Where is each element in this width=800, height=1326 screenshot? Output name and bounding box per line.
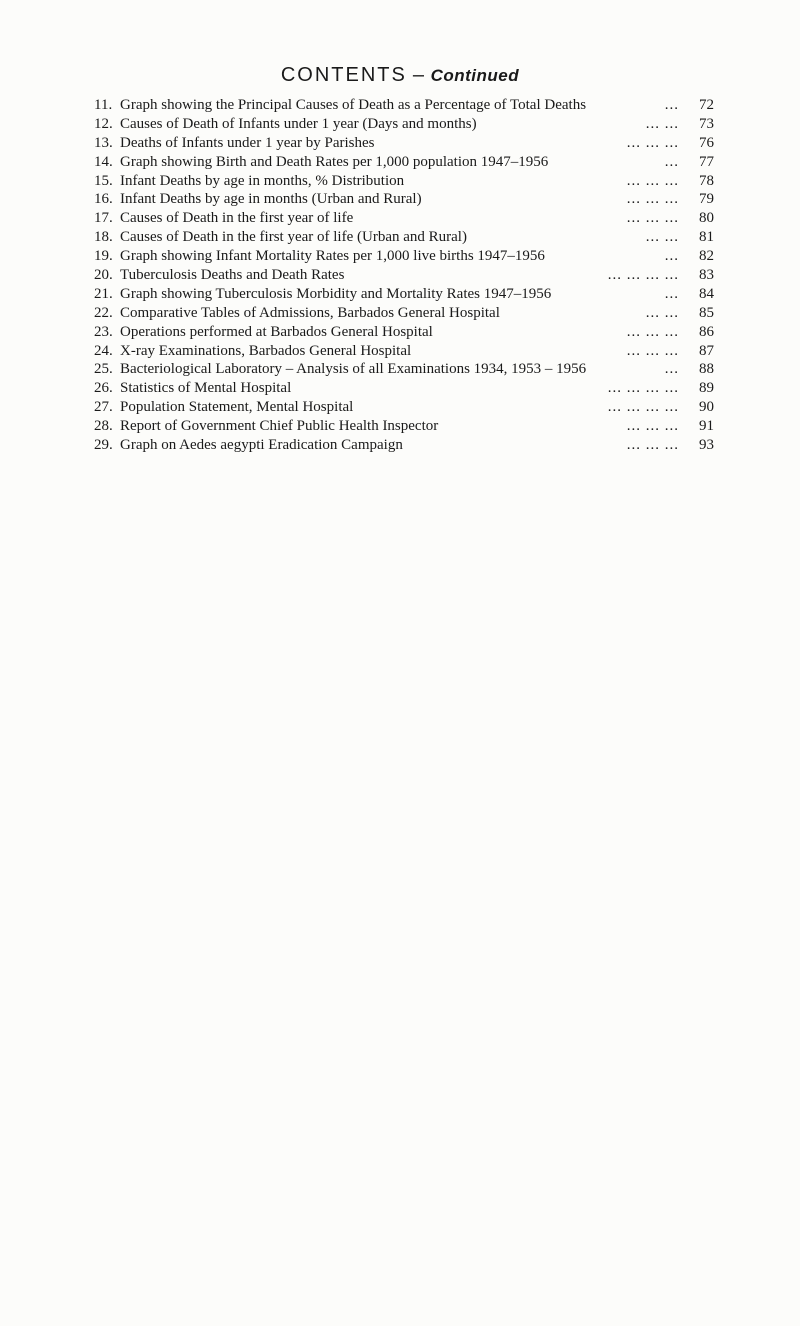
- toc-entry-page: 77: [699, 153, 714, 170]
- toc-entry-title: Bacteriological Laboratory – Analysis of all Examinations 1934, 1953 – 1956: [120, 360, 592, 379]
- toc-entry-number: 28.: [94, 418, 113, 435]
- table-of-contents: [94, 96, 714, 455]
- toc-entry-number: 20.: [94, 267, 113, 284]
- toc-entry-number: 17.: [94, 210, 113, 227]
- toc-entry-number: 18.: [94, 229, 113, 246]
- toc-entry-number: 14.: [94, 153, 113, 170]
- toc-entry: [94, 436, 714, 455]
- toc-entry-title: Tuberculosis Deaths and Death Rates: [120, 266, 350, 285]
- toc-entry: [94, 190, 714, 209]
- toc-entry-leader: ...: [664, 153, 679, 170]
- toc-entry-number: 13.: [94, 134, 113, 151]
- toc-entry-page: 84: [699, 285, 714, 302]
- toc-entry-title: Graph showing Infant Mortality Rates per 1,000 live births 1947–1956: [120, 247, 551, 266]
- toc-entry-number: 16.: [94, 191, 113, 208]
- contents-heading: CONTENTS: [280, 64, 407, 86]
- toc-entry-leader: ... ... ... ...: [607, 267, 679, 284]
- toc-entry-leader: ... ... ...: [626, 437, 679, 454]
- toc-entry-title: Graph showing the Principal Causes of Death as a Percentage of Total Deaths: [120, 96, 592, 115]
- toc-entry-title: Infant Deaths by age in months (Urban and Rural): [120, 190, 428, 209]
- toc-entry-leader: ... ... ...: [626, 323, 679, 340]
- toc-entry-title: X-ray Examinations, Barbados General Hospital: [120, 342, 417, 361]
- toc-entry-page: 87: [699, 342, 714, 359]
- toc-entry-leader: ... ... ...: [626, 191, 679, 208]
- toc-entry-title: Graph showing Birth and Death Rates per 1,000 population 1947–1956: [120, 153, 554, 172]
- toc-entry: [94, 379, 714, 398]
- toc-entry: [94, 304, 714, 323]
- toc-entry: [94, 115, 714, 134]
- toc-entry-title: Causes of Death in the first year of life (Urban and Rural): [120, 228, 473, 247]
- toc-entry: [94, 209, 714, 228]
- toc-entry-title: Statistics of Mental Hospital: [120, 379, 297, 398]
- page-title: [0, 64, 800, 87]
- toc-entry-title: Infant Deaths by age in months, % Distribution: [120, 172, 410, 191]
- toc-entry: [94, 172, 714, 191]
- toc-entry-leader: ...: [664, 97, 679, 113]
- toc-entry-leader: ... ... ...: [626, 342, 679, 359]
- toc-entry-page: 76: [699, 134, 714, 151]
- toc-entry-page: 85: [699, 304, 714, 321]
- toc-entry-leader: ...: [664, 361, 679, 378]
- toc-entry-title: Report of Government Chief Public Health Inspector: [120, 417, 444, 436]
- toc-entry-leader: ... ... ...: [626, 134, 679, 151]
- toc-entry-title: Graph showing Tuberculosis Morbidity and Mortality Rates 1947–1956: [120, 285, 557, 304]
- toc-entry: [94, 342, 714, 361]
- toc-entry-number: 25.: [94, 361, 113, 378]
- toc-entry: [94, 417, 714, 436]
- toc-entry: [94, 398, 714, 417]
- toc-entry-leader: ...: [664, 285, 679, 302]
- toc-entry-title: Comparative Tables of Admissions, Barbados General Hospital: [120, 304, 506, 323]
- toc-entry-page: 81: [699, 229, 714, 246]
- toc-entry-page: 88: [699, 361, 714, 378]
- toc-entry-number: 12.: [94, 115, 113, 132]
- toc-entry: [94, 96, 714, 115]
- toc-entry-page: 89: [699, 380, 714, 397]
- toc-entry-number: 15.: [94, 172, 113, 189]
- toc-entry: [94, 266, 714, 285]
- toc-entry-number: 19.: [94, 248, 113, 265]
- continued-label: Continued: [430, 66, 520, 85]
- toc-entry-number: 27.: [94, 399, 113, 416]
- toc-entry-page: 79: [699, 191, 714, 208]
- toc-entry: [94, 247, 714, 266]
- toc-entry: [94, 360, 714, 379]
- toc-entry-page: 78: [699, 172, 714, 189]
- toc-entry-number: 26.: [94, 380, 113, 397]
- toc-entry-leader: ...: [664, 248, 679, 265]
- toc-entry-page: 72: [699, 97, 714, 113]
- toc-entry-leader: ... ... ... ...: [607, 399, 679, 416]
- heading-separator: –: [406, 64, 431, 86]
- toc-entry-title: Graph on Aedes aegypti Eradication Campaign: [120, 436, 409, 455]
- toc-entry: [94, 228, 714, 247]
- toc-entry: [94, 134, 714, 153]
- toc-entry: [94, 323, 714, 342]
- toc-entry-page: 91: [699, 418, 714, 435]
- toc-entry-page: 86: [699, 323, 714, 340]
- toc-entry-leader: ... ...: [645, 229, 679, 246]
- toc-entry-leader: ... ...: [645, 115, 679, 132]
- toc-entry-title: Deaths of Infants under 1 year by Parishes: [120, 134, 381, 153]
- toc-entry-number: 29.: [94, 437, 113, 454]
- toc-entry-page: 73: [699, 115, 714, 132]
- toc-entry-page: 83: [699, 267, 714, 284]
- toc-entry-number: 23.: [94, 323, 113, 340]
- toc-entry: [94, 285, 714, 304]
- toc-entry-page: 80: [699, 210, 714, 227]
- toc-entry-number: 24.: [94, 342, 113, 359]
- toc-entry-page: 90: [699, 399, 714, 416]
- toc-entry-number: 21.: [94, 285, 113, 302]
- toc-entry-leader: ... ... ...: [626, 418, 679, 435]
- toc-entry-title: Causes of Death of Infants under 1 year (Days and months): [120, 115, 483, 134]
- toc-entry-number: 22.: [94, 304, 113, 321]
- toc-entry: [94, 153, 714, 172]
- toc-entry-title: Causes of Death in the first year of life: [120, 209, 359, 228]
- toc-entry-title: Operations performed at Barbados General Hospital: [120, 323, 439, 342]
- toc-entry-leader: ... ... ...: [626, 210, 679, 227]
- toc-entry-leader: ... ... ... ...: [607, 380, 679, 397]
- toc-entry-leader: ... ... ...: [626, 172, 679, 189]
- toc-entry-page: 93: [699, 437, 714, 454]
- toc-entry-title: Population Statement, Mental Hospital: [120, 398, 359, 417]
- toc-entry-number: 11.: [94, 97, 113, 113]
- toc-entry-page: 82: [699, 248, 714, 265]
- toc-entry-leader: ... ...: [645, 304, 679, 321]
